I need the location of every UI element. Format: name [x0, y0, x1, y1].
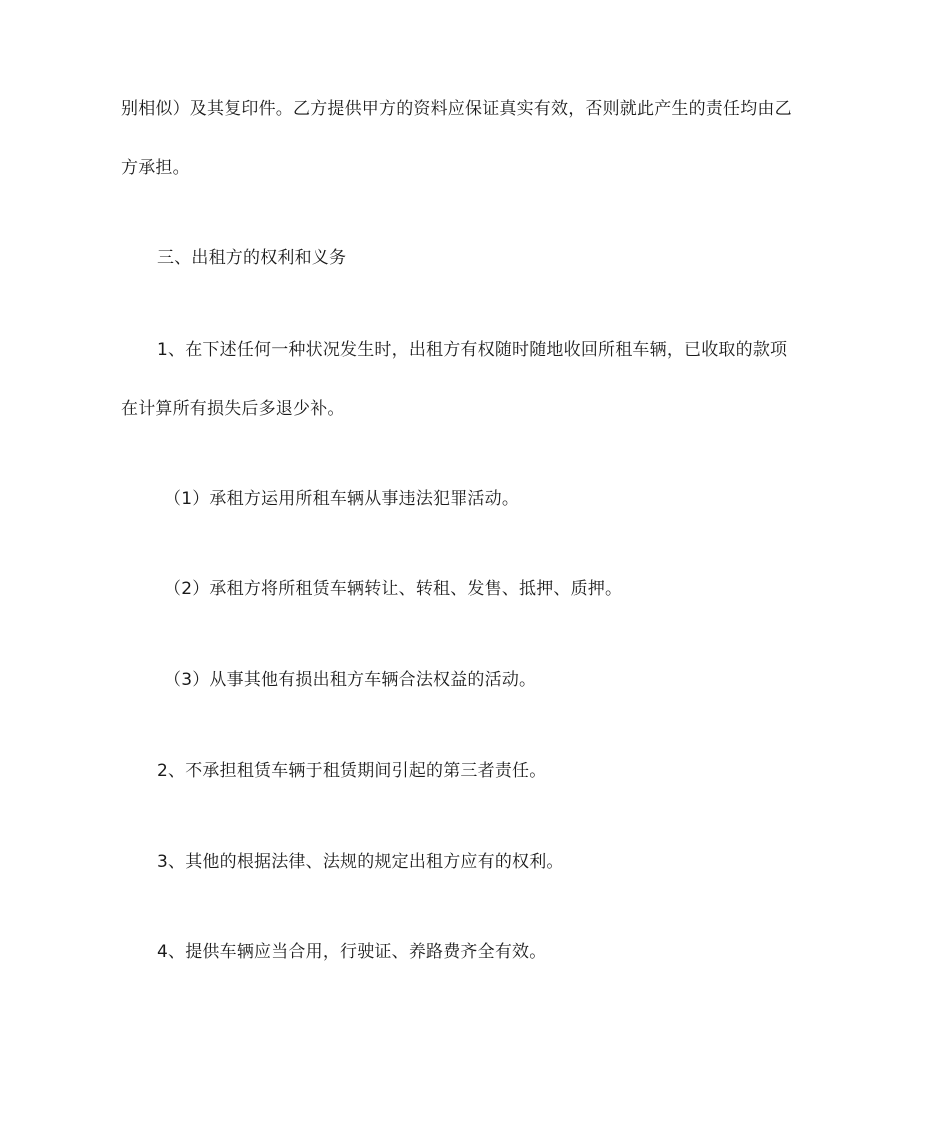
list-item: 3、其他的根据法律、法规的规定出租方应有的权利。 [157, 852, 564, 872]
paragraph-line: 别相似）及其复印件。乙方提供甲方的资料应保证真实有效，否则就此产生的责任均由乙 [121, 99, 792, 119]
paragraph-line: 在计算所有损失后多退少补。 [121, 399, 345, 419]
list-item: （3）从事其他有损出租方车辆合法权益的活动。 [164, 670, 537, 690]
paragraph-line: 1、在下述任何一种状况发生时，出租方有权随时随地收回所租车辆，已收取的款项 [157, 340, 788, 360]
list-item: （1）承租方运用所租车辆从事违法犯罪活动。 [164, 489, 520, 509]
list-item: 4、提供车辆应当合用，行驶证、养路费齐全有效。 [157, 942, 547, 962]
list-item: （2）承租方将所租赁车辆转让、转租、发售、抵押、质押。 [164, 579, 623, 599]
paragraph-line: 方承担。 [121, 158, 190, 178]
section-heading: 三、出租方的权利和义务 [157, 248, 347, 268]
list-item: 2、不承担租赁车辆于租赁期间引起的第三者责任。 [157, 761, 547, 781]
